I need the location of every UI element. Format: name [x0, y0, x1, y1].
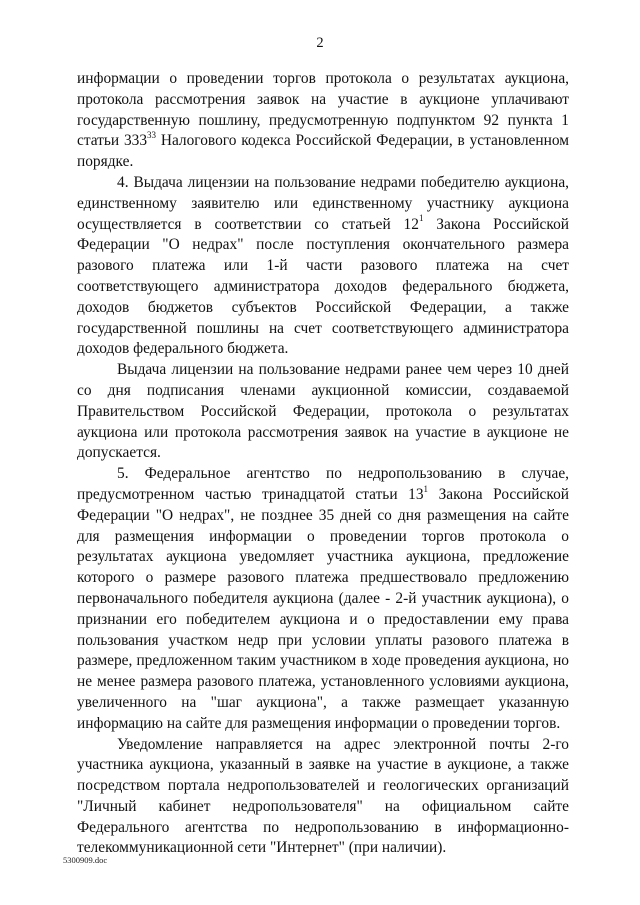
paragraph-text: Закона Российской Федерации "О недрах", не позднее 35 дней со дня размещения на сайте для размещения информации о проведении торгов протокола о результатах аукциона уведомляет участника аукциона, предложение которого о размере разового платежа предшествовало предложению первоначального победителя аукциона (далее - 2-й участник аукциона), о признании его победителем аукциона и о предоставлении ему права пользования участком недр при условии уплаты разового платежа в размере, предложенном таким участником в ходе проведения аукциона, но не менее размера разового платежа, установленного условиями аукциона, увеличенного на "шаг аукциона", а также размещает указанную информацию на сайте для размещения информации о проведении торгов. — [77, 485, 570, 732]
superscript-reference: 1 — [423, 483, 429, 494]
paragraph — [77, 173, 569, 360]
document-body — [77, 69, 569, 859]
paragraph-text: Уведомление направляется на адрес электронной почты 2-го участника аукциона, указанный в заявке на участие в аукционе, а также посредством портала недропользователей и геологических организаций "Личный кабинет недропользователя" на официальном сайте Федерального агентства по недропользованию в информационно-телекоммуникационной сети "Интернет" (при наличии). — [77, 735, 569, 857]
file-name-footer: 5300909.doc — [63, 855, 108, 865]
page-number: 2 — [316, 35, 324, 51]
paragraph-text: Налогового кодекса Российской Федерации, в установленном порядке. — [77, 132, 569, 171]
paragraph — [77, 360, 569, 464]
superscript-reference: 33 — [147, 130, 157, 141]
paragraph-text: 5. Федеральное агентство по недропользованию в случае, предусмотренном частью тринадцатой статьи 13 — [77, 465, 569, 503]
paragraph — [77, 464, 569, 734]
paragraph-text: Выдача лицензии на пользование недрами ранее чем через 10 дней со дня подписания членами аукционной комиссии, создаваемой Правительством Российской Федерации, протокола о результатах аукциона или протокола рассмотрения заявок на участие в аукционе не допускается. — [77, 361, 569, 462]
superscript-reference: 1 — [418, 213, 424, 224]
paragraph-text: 4. Выдача лицензии на пользование недрами победителю аукциона, единственному заявителю или единственному участнику аукциона осуществляется в соответствии со статьей 12 — [77, 173, 569, 233]
paragraph-text: Закона Российской Федерации "О недрах" после поступления окончательного размера разового платежа или 1-й части разового платежа на счет соответствующего администратора доходов федерального бюджета, доходов бюджетов субъектов Российской Федерации, а также государственной пошлины на счет соответствующего администратора доходов федерального бюджета. — [77, 215, 569, 358]
paragraph — [77, 69, 569, 173]
paragraph — [77, 735, 569, 860]
paragraph-text: информации о проведении торгов протокола о результатах аукциона, протокола рассмотрения заявок на участие в аукционе уплачивают государственную пошлину, предусмотренную подпунктом 92 пункта 1 статьи 333 — [77, 70, 569, 150]
